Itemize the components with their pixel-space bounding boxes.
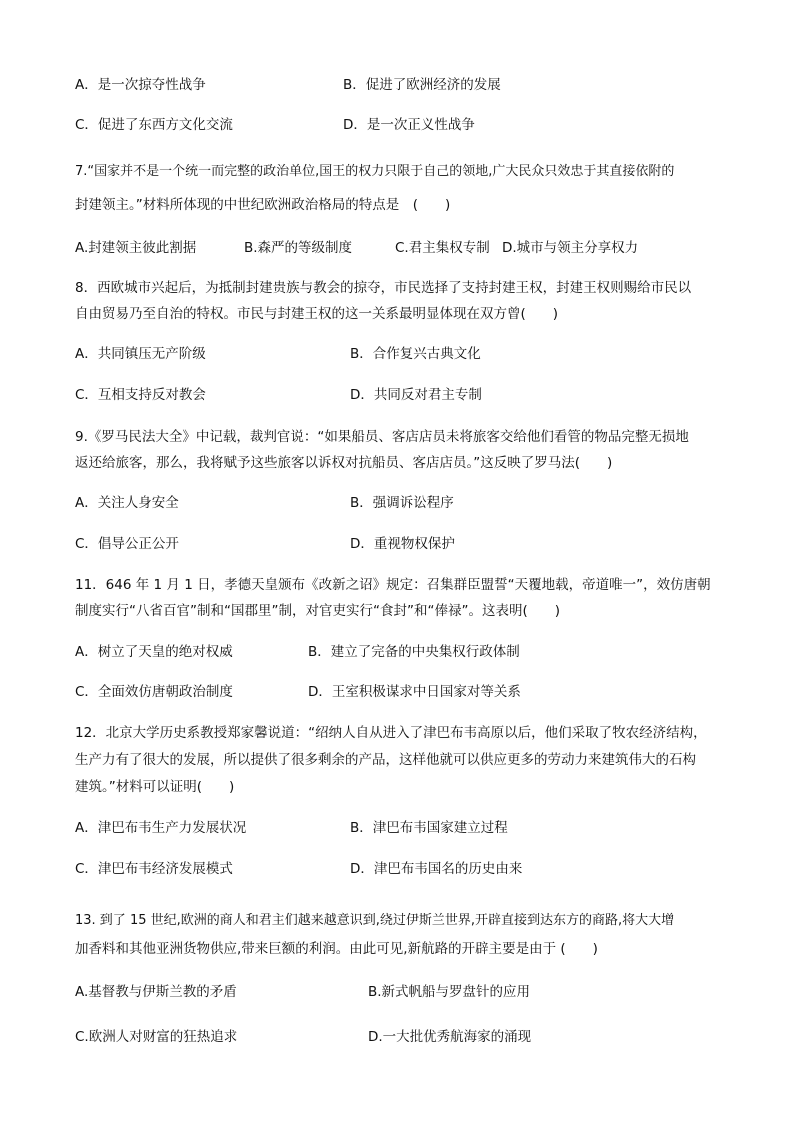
q12-option-d: D．津巴布韦国名的历史由来 bbox=[350, 861, 523, 877]
q12-stem-line-3: 建筑。”材料可以证明( ) bbox=[75, 779, 235, 795]
q7-option-b: B.森严的等级制度 bbox=[244, 240, 353, 256]
q8-option-d: D．共同反对君主专制 bbox=[350, 387, 482, 403]
q6-option-b: B．促进了欧洲经济的发展 bbox=[343, 77, 501, 93]
q12-stem-line-1: 12．北京大学历史系教授郑家馨说道：“绍纳人自从进入了津巴布韦高原以后，他们采取了牧农经济结构， bbox=[75, 725, 707, 741]
q9-option-b: B．强调诉讼程序 bbox=[350, 495, 454, 511]
q11-stem-line-1: 11．646 年 1 月 1 日，孝德天皇颁布《改新之诏》规定：召集群臣盟誓“天覆地载，帝道唯一”，效仿唐朝 bbox=[75, 577, 711, 593]
q9-stem-line-2: 返还给旅客，那么，我将赋予这些旅客以诉权对抗船员、客店店员。”这反映了罗马法( ) bbox=[75, 455, 613, 471]
q13-option-d: D.一大批优秀航海家的涌现 bbox=[368, 1029, 532, 1045]
q13-option-c: C.欧洲人对财富的狂热追求 bbox=[75, 1029, 238, 1045]
q12-option-a: A．津巴布韦生产力发展状况 bbox=[75, 820, 247, 836]
q9-option-c: C．倡导公正公开 bbox=[75, 536, 179, 552]
q8-option-b: B．合作复兴古典文化 bbox=[350, 346, 481, 362]
q8-option-a: A．共同镇压无产阶级 bbox=[75, 346, 206, 362]
q9-option-d: D．重视物权保护 bbox=[350, 536, 455, 552]
q9-stem-line-1: 9.《罗马民法大全》中记载，裁判官说：“如果船员、客店店员未将旅客交给他们看管的物品完整无损地 bbox=[75, 429, 689, 445]
q8-option-c: C．互相支持反对教会 bbox=[75, 387, 206, 403]
q7-option-c: C.君主集权专制 bbox=[395, 240, 490, 256]
q8-stem-line-2: 自由贸易乃至自治的特权。市民与封建王权的这一关系最明显体现在双方曾( ) bbox=[75, 306, 559, 322]
q13-option-b: B.新式帆船与罗盘针的应用 bbox=[368, 984, 531, 1000]
q6-option-a: A．是一次掠夺性战争 bbox=[75, 77, 206, 93]
q13-option-a: A.基督教与伊斯兰教的矛盾 bbox=[75, 984, 237, 1000]
q12-stem-line-2: 生产力有了很大的发展，所以提供了很多剩余的产品，这样他就可以供应更多的劳动力来建筑伟大的石构 bbox=[75, 752, 696, 768]
q13-stem-line-2: 加香料和其他亚洲货物供应,带来巨额的利润。由此可见,新航路的开辟主要是由于 ( ) bbox=[75, 941, 598, 957]
q11-option-c: C．全面效仿唐朝政治制度 bbox=[75, 684, 233, 700]
q7-stem-line-1: 7.“国家并不是一个统一而完整的政治单位,国王的权力只限于自己的领地,广大民众只效忠于其直接依附的 bbox=[75, 164, 675, 179]
q13-stem-line-1: 13. 到了 15 世纪,欧洲的商人和君主们越来越意识到,绕过伊斯兰世界,开辟直接到达东方的商路,将大大增 bbox=[75, 913, 675, 928]
q12-option-c: C．津巴布韦经济发展模式 bbox=[75, 861, 233, 877]
q6-option-c: C．促进了东西方文化交流 bbox=[75, 117, 233, 133]
q7-stem-line-2: 封建领主。”材料所体现的中世纪欧洲政治格局的特点是 ( ) bbox=[75, 197, 451, 213]
q9-option-a: A．关注人身安全 bbox=[75, 495, 179, 511]
q6-option-d: D．是一次正义性战争 bbox=[343, 117, 475, 133]
q11-stem-line-2: 制度实行“八省百官”制和“国郡里”制，对官吏实行“食封”和“俸禄”。这表明( ) bbox=[75, 603, 560, 619]
q7-option-d: D.城市与领主分享权力 bbox=[502, 240, 639, 256]
q7-option-a: A.封建领主彼此割据 bbox=[75, 240, 197, 256]
q12-option-b: B．津巴布韦国家建立过程 bbox=[350, 820, 508, 836]
q11-option-a: A．树立了天皇的绝对权威 bbox=[75, 644, 233, 660]
q11-option-d: D．王室积极谋求中日国家对等关系 bbox=[308, 684, 521, 700]
q8-stem-line-1: 8．西欧城市兴起后，为抵制封建贵族与教会的掠夺，市民选择了支持封建王权，封建王权则赐给市民以 bbox=[75, 280, 692, 296]
q11-option-b: B．建立了完备的中央集权行政体制 bbox=[308, 644, 520, 660]
